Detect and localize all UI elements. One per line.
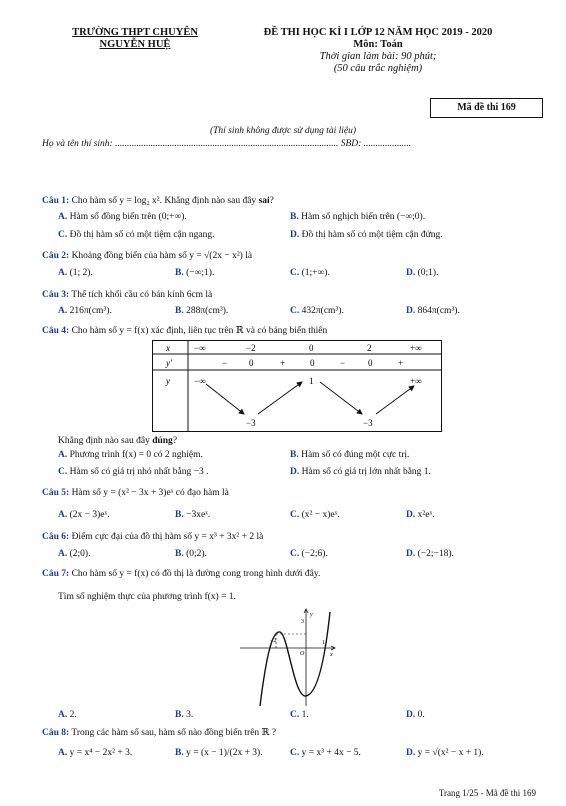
table-dy-sign: 0 bbox=[249, 358, 254, 368]
table-y-value: −∞ bbox=[194, 376, 206, 386]
table-dy-label: y′ bbox=[166, 358, 172, 368]
table-x-value: +∞ bbox=[410, 343, 422, 353]
variation-table bbox=[152, 340, 442, 432]
q5-option-a[interactable]: A. (2x − 3)eˣ. bbox=[58, 510, 110, 520]
q7-option-c[interactable]: C. 1. bbox=[290, 710, 309, 720]
q2-option-c[interactable]: C. (1;+∞). bbox=[290, 268, 330, 278]
arrow-up-icon bbox=[258, 382, 302, 414]
question-7-question: Tìm số nghiệm thực của phương trình f(x) = 1. bbox=[58, 592, 236, 602]
q8-option-b[interactable]: B. y = (x − 1)/(2x + 3). bbox=[175, 748, 263, 758]
question-4-question: Khẳng định nào sau đây đúng? bbox=[58, 436, 178, 446]
table-x-value: −2 bbox=[246, 343, 256, 353]
q8-option-d[interactable]: D. y = √(x² − x + 1). bbox=[406, 748, 484, 758]
q1-option-a[interactable]: A. Hàm số đồng biến trên (0;+∞). bbox=[58, 212, 187, 222]
table-x-value: 0 bbox=[309, 343, 314, 353]
table-dy-sign: 0 bbox=[368, 358, 373, 368]
school-name: TRƯỜNG THPT CHUYÊN NGUYỄN HUỆ bbox=[72, 27, 198, 50]
exam-note: (Thí sinh không được sử dụng tài liệu) bbox=[209, 126, 357, 136]
student-sbd-field: SBD: .................... bbox=[340, 139, 412, 149]
graph-tick-3: 3 bbox=[301, 619, 304, 625]
q8-option-c[interactable]: C. y = x³ + 4x − 5. bbox=[290, 748, 361, 758]
page-footer: Trang 1/25 - Mã đề thi 169 bbox=[438, 788, 536, 798]
exam-question-count: (50 câu trắc nghiệm) bbox=[333, 63, 423, 74]
exam-code-box: Mã đề thi 169 bbox=[430, 98, 543, 118]
exam-title: ĐỀ THI HỌC KÌ I LỚP 12 NĂM HỌC 2019 - 2020 bbox=[263, 27, 493, 38]
table-dy-sign: − bbox=[340, 358, 346, 368]
q3-option-b[interactable]: B. 288π(cm³). bbox=[175, 306, 229, 316]
question-7-stem: Câu 7: Cho hàm số y = f(x) có đồ thị là đường cong trong hình dưới đây. bbox=[42, 569, 321, 579]
table-x-value: 2 bbox=[367, 343, 372, 353]
function-curve bbox=[260, 612, 330, 706]
q4-option-b[interactable]: B. Hàm số có đúng một cực trị. bbox=[290, 450, 410, 460]
exam-info bbox=[228, 27, 528, 75]
q6-option-d[interactable]: D. (−2;−18). bbox=[406, 549, 454, 559]
q5-option-b[interactable]: B. −3xeˣ. bbox=[175, 510, 211, 520]
function-graph bbox=[238, 608, 338, 708]
q7-option-a[interactable]: A. 2. bbox=[58, 710, 77, 720]
question-5-stem: Câu 5: Hàm số y = (x² − 3x + 3)eˣ có đạo hàm là bbox=[42, 488, 229, 498]
q2-option-b[interactable]: B. (−∞;1). bbox=[175, 268, 215, 278]
q2-option-d[interactable]: D. (0;1). bbox=[406, 268, 439, 278]
arrow-down-icon bbox=[206, 384, 244, 414]
table-dy-sign: + bbox=[280, 358, 286, 368]
q5-option-d[interactable]: D. x²eˣ. bbox=[406, 510, 435, 520]
question-1-stem: Câu 1: Cho hàm số y = log₂ x². Khẳng định nào sau đây sai? bbox=[42, 196, 274, 206]
exam-duration: Thời gian làm bài: 90 phút; bbox=[319, 51, 437, 62]
graph-y-label: y bbox=[310, 612, 313, 618]
table-dy-sign: + bbox=[398, 358, 404, 368]
exam-subject: Môn: Toán bbox=[353, 39, 403, 50]
q4-option-c[interactable]: C. Hàm số có giá trị nhỏ nhất bằng −3 . bbox=[58, 467, 209, 477]
q2-option-a[interactable]: A. (1; 2). bbox=[58, 268, 93, 278]
q6-option-a[interactable]: A. (2;0). bbox=[58, 549, 91, 559]
student-info-line bbox=[42, 139, 411, 149]
table-x-label: x bbox=[166, 343, 170, 353]
q3-option-d[interactable]: D. 864π(cm³). bbox=[406, 306, 460, 316]
q1-option-b[interactable]: B. Hàm số nghịch biến trên (−∞;0). bbox=[290, 212, 426, 222]
q7-option-d[interactable]: D. 0. bbox=[406, 710, 425, 720]
question-8-stem: Câu 8: Trong các hàm số sau, hàm số nào đồng biến trên ℝ ? bbox=[42, 728, 277, 738]
table-y-label: y bbox=[166, 376, 170, 386]
table-y-value: −3 bbox=[246, 418, 256, 428]
question-2-stem: Câu 2: Khoảng đồng biến của hàm số y = √(2x − x²) là bbox=[42, 251, 253, 261]
q4-option-a[interactable]: A. Phương trình f(x) = 0 có 2 nghiệm. bbox=[58, 450, 203, 460]
table-y-value: −3 bbox=[363, 418, 373, 428]
table-y-value: +∞ bbox=[410, 376, 422, 386]
table-dy-sign: 0 bbox=[310, 358, 315, 368]
q1-option-d[interactable]: D. Đồ thị hàm số có một tiệm cận đứng. bbox=[290, 230, 443, 240]
q6-option-b[interactable]: B. (0;2). bbox=[175, 549, 207, 559]
question-6-stem: Câu 6: Điểm cực đại của đồ thị hàm số y = x³ + 3x² + 2 là bbox=[42, 532, 264, 542]
graph-x-label: x bbox=[330, 652, 333, 658]
question-3-stem: Câu 3: Thể tích khối cầu có bán kính 6cm là bbox=[42, 290, 213, 300]
q8-option-a[interactable]: A. y = x⁴ − 2x² + 3. bbox=[58, 748, 133, 758]
table-y-value: 1 bbox=[309, 376, 314, 386]
graph-tick-1: 1 bbox=[322, 640, 325, 646]
graph-origin: O bbox=[300, 651, 305, 657]
q3-option-a[interactable]: A. 216π(cm³). bbox=[58, 306, 112, 316]
q1-option-c[interactable]: C. Đồ thị hàm số có một tiệm cận ngang. bbox=[58, 230, 215, 240]
arrow-up-icon bbox=[376, 386, 414, 414]
arrow-down-icon bbox=[320, 382, 362, 414]
q7-option-b[interactable]: B. 3. bbox=[175, 710, 194, 720]
q6-option-c[interactable]: C. (−2;6). bbox=[290, 549, 328, 559]
table-dy-sign: − bbox=[222, 358, 228, 368]
q5-option-c[interactable]: C. (x² − x)eˣ. bbox=[290, 510, 340, 520]
q3-option-c[interactable]: C. 432π(cm³). bbox=[290, 306, 344, 316]
student-name-field: Họ và tên thí sinh: .............................................................................................. bbox=[42, 139, 339, 149]
table-x-value: −∞ bbox=[194, 343, 206, 353]
q4-option-d[interactable]: D. Hàm số có giá trị lớn nhất bằng 1. bbox=[290, 467, 431, 477]
graph-tick-neg2: −2 bbox=[270, 638, 277, 644]
question-4-stem: Câu 4: Cho hàm số y = f(x) xác định, liên tục trên ℝ và có bảng biến thiên bbox=[42, 326, 328, 336]
